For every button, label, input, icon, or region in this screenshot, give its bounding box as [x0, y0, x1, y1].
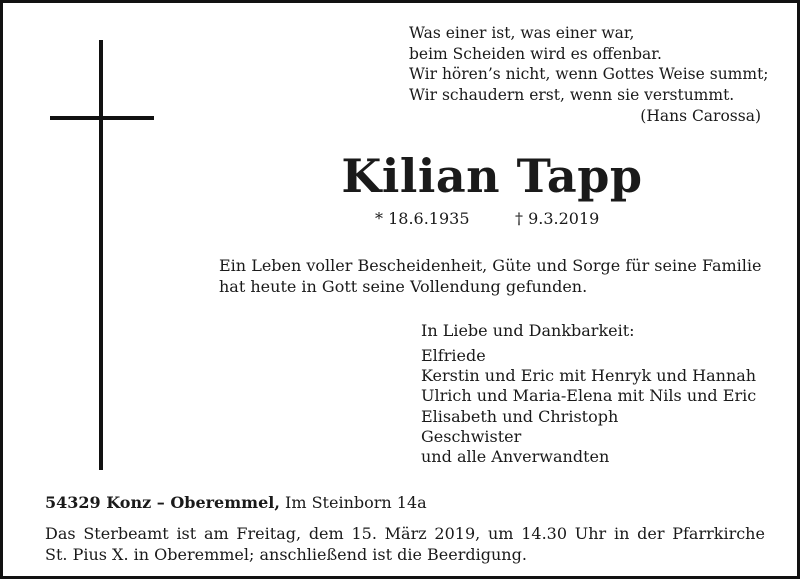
- funeral-word: 15.: [351, 524, 377, 543]
- birth-date: * 18.6.1935: [375, 209, 470, 228]
- address-city: 54329 Konz – Oberemmel,: [45, 493, 280, 512]
- funeral-word: ist: [176, 524, 197, 543]
- funeral-word: 14.30: [521, 524, 568, 543]
- family-address: [45, 493, 427, 512]
- funeral-word: 2019,: [434, 524, 481, 543]
- funeral-word: in: [613, 524, 630, 543]
- funeral-word: der: [637, 524, 665, 543]
- poem-line: Was einer ist, was einer war,: [409, 24, 635, 42]
- funeral-word: am: [203, 524, 229, 543]
- mourner-name: Elisabeth und Christoph: [421, 406, 619, 426]
- funeral-info: [45, 524, 765, 565]
- funeral-word: dem: [308, 524, 344, 543]
- death-date: † 9.3.2019: [515, 209, 600, 228]
- funeral-word: März: [384, 524, 427, 543]
- poem-line: beim Scheiden wird es offenbar.: [409, 44, 662, 63]
- mourners-list: [421, 346, 781, 467]
- funeral-word: Sterbeamt: [83, 524, 169, 543]
- funeral-word: Uhr: [574, 524, 607, 543]
- funeral-line: St. Pius X. in Oberemmel; anschließend ist die Beerdigung.: [45, 544, 527, 564]
- funeral-word: Pfarrkirche: [672, 524, 765, 543]
- deceased-name: Kilian Tapp: [341, 149, 643, 203]
- mourner-name: Kerstin und Eric mit Henryk und Hannah: [421, 366, 757, 386]
- funeral-word: Freitag,: [236, 524, 302, 543]
- poem-quote: [409, 23, 779, 105]
- funeral-line: [45, 524, 765, 545]
- poem-line: Wir hören’s nicht, wenn Gottes Weise summt;: [409, 65, 769, 83]
- poem-line: Wir schaudern erst, wenn sie verstummt.: [409, 85, 735, 104]
- poem-author: (Hans Carossa): [640, 107, 761, 125]
- mourner-name: Geschwister: [421, 426, 522, 446]
- cross-icon: [99, 40, 103, 470]
- cross-icon-crossbar: [50, 116, 154, 120]
- tribute-text: [219, 255, 779, 297]
- funeral-word: um: [487, 524, 514, 543]
- funeral-word: Das: [45, 524, 76, 543]
- mourner-name: Elfriede: [421, 346, 486, 365]
- tribute-line: hat heute in Gott seine Vollendung gefunden.: [219, 277, 588, 296]
- mourner-name: und alle Anverwandten: [421, 447, 610, 467]
- mourner-name: Ulrich und Maria-Elena mit Nils und Eric: [421, 386, 757, 406]
- address-street: Im Steinborn 14a: [279, 493, 427, 512]
- tribute-line: Ein Leben voller Bescheidenheit, Güte und Sorge für seine Familie: [219, 256, 762, 275]
- mourners-heading: In Liebe und Dankbarkeit:: [421, 321, 635, 340]
